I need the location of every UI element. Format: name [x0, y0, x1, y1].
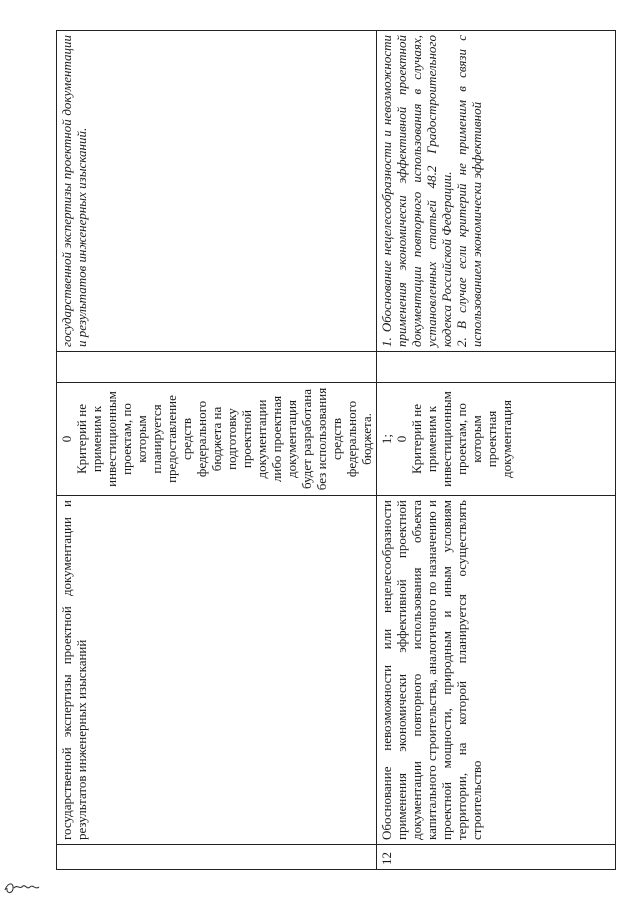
score-note: Критерий не применим к инвестиционным проектам, по которым проектная документация — [409, 391, 514, 487]
table-row — [57, 31, 377, 870]
signature-mark-icon — [2, 868, 42, 898]
empty-cell — [57, 352, 377, 383]
explanation-cell — [377, 31, 616, 352]
rotated-table-stage — [56, 30, 616, 870]
criteria-table — [56, 30, 616, 870]
score-value: 1; — [379, 433, 394, 445]
score-value: 0 — [394, 435, 409, 443]
criterion-cell: государственной экспертизы проектной документации и результатов инженерных изысканий — [57, 496, 377, 845]
table-row — [377, 31, 616, 870]
handwritten-signature — [2, 868, 42, 898]
explanation-text: 1. Обоснование нецелесообразности и невозможности применения экономически эффективной проектной документации повторного использования в случаях, установленных статьей 48.2 Градостроительного кодекса Российской Федерации. — [379, 35, 454, 347]
explanation-cell — [57, 31, 377, 352]
row-number — [57, 845, 377, 870]
explanation-text: 2. В случае если критерий не применим в связи с использованием экономически эффективной — [454, 35, 484, 347]
row-number: 12 — [377, 845, 616, 870]
score-cell — [377, 383, 616, 496]
criterion-cell: Обоснование невозможности или нецелесообразности применения экономически эффективной проектной документации повторного использования объекта капитального строительства, аналогичного по назначению и проектной мощности, природным и иным условиям территории, на которой планируется осуществлять строительство — [377, 496, 616, 845]
explanation-text: государственной экспертизы проектной документации и результатов инженерных изысканий. — [59, 35, 89, 347]
score-value: 0 — [59, 435, 74, 443]
empty-cell — [377, 352, 616, 383]
score-cell — [57, 383, 377, 496]
score-note: Критерий не применим к инвестиционным проектам, по которым планируется предоставление средств федерального бюджета на подготовку проектной документации либо проектная документация будет разработана без использования средств федерального бюджета. — [74, 387, 374, 491]
